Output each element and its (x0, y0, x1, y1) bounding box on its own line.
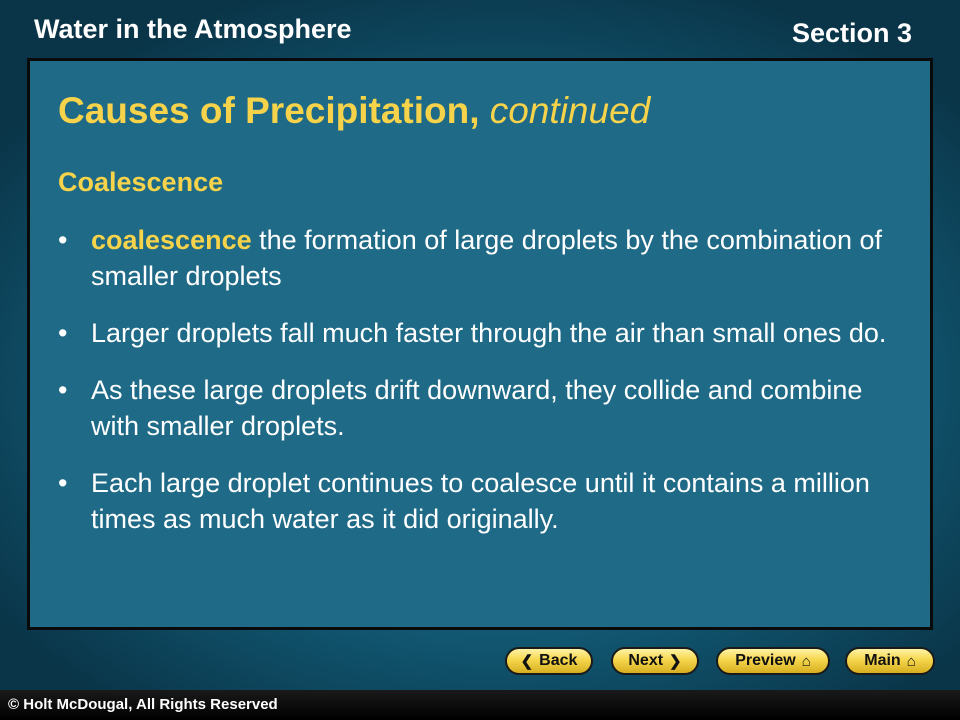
next-button[interactable] (611, 647, 699, 675)
home-icon: ⌂ (906, 652, 916, 670)
bullet-item (58, 372, 898, 444)
main-button-label: Main (864, 652, 901, 669)
copyright-notice (8, 696, 278, 713)
bullet-item (58, 222, 898, 294)
bullet-text: Each large droplet continues to coalesce until it contains a million times as much water as it did originally. (91, 468, 870, 534)
back-button-label: Back (539, 652, 578, 669)
preview-button-label: Preview (735, 652, 796, 669)
bullet-list (58, 222, 898, 558)
bullet-text: the formation of large droplets by the combination of smaller droplets (91, 225, 882, 291)
slide-title-main: Causes of Precipitation, (58, 90, 480, 131)
bullet-dot: • (58, 225, 68, 255)
footer-bar (0, 690, 960, 720)
home-icon: ⌂ (801, 652, 811, 670)
slide-title-continued: continued (479, 90, 651, 131)
bullet-text: Larger droplets fall much faster through the air than small ones do. (91, 318, 887, 348)
bullet-item (58, 315, 898, 351)
section-label: Section 3 (791, 18, 912, 48)
glossary-term: coalescence (91, 225, 252, 255)
bullet-dot: • (58, 468, 68, 498)
main-button[interactable] (845, 647, 935, 675)
next-button-label: Next (628, 652, 664, 669)
chevron-left-icon: ❮ (520, 652, 534, 670)
chapter-title: Water in the Atmosphere (34, 14, 352, 44)
publisher-name: Holt McDougal (23, 696, 129, 713)
rights-text: , All Rights Reserved (128, 696, 278, 713)
slide-title (58, 90, 650, 132)
bullet-dot: • (58, 318, 68, 348)
back-button[interactable] (505, 647, 593, 675)
preview-button[interactable] (716, 647, 830, 675)
bullet-dot: • (58, 375, 68, 405)
chevron-right-icon: ❯ (669, 652, 682, 670)
copyright-symbol: © (8, 696, 24, 713)
subheading: Coalescence (58, 167, 224, 197)
bullet-text: As these large droplets drift downward, they collide and combine with smaller droplets. (91, 375, 863, 441)
bullet-item (58, 465, 898, 537)
